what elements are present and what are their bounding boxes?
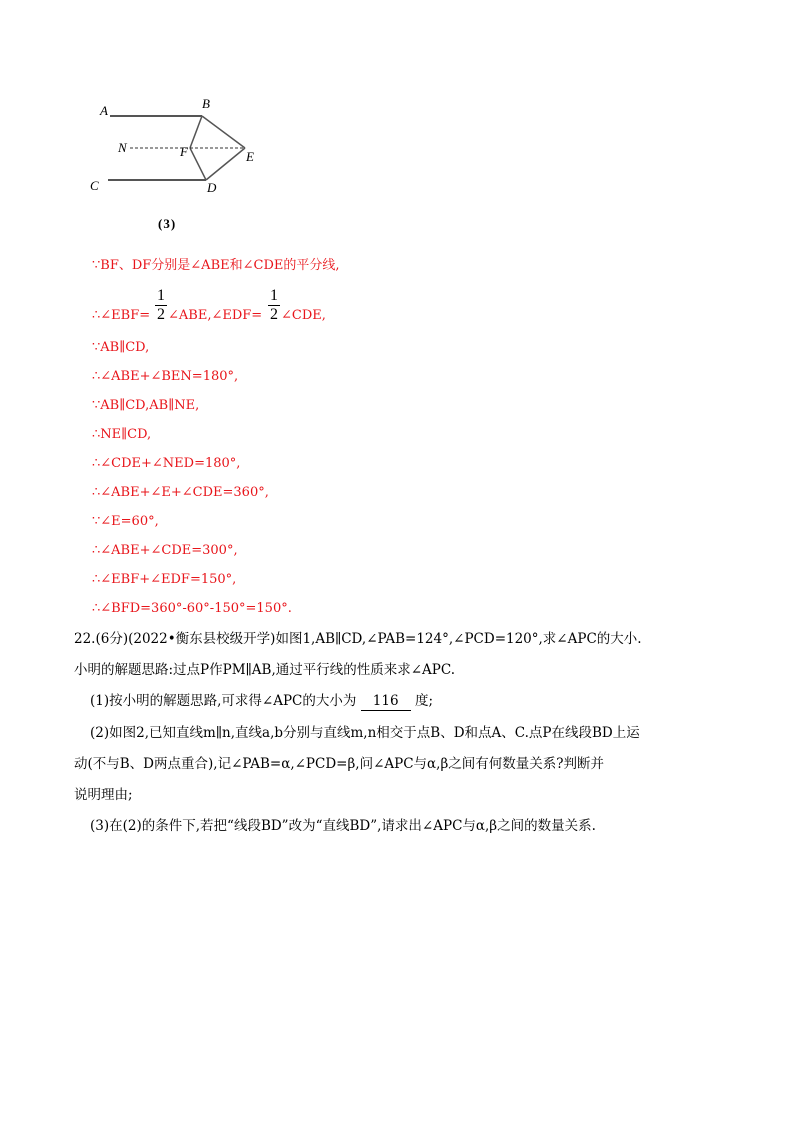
fraction-one-half-2 [268, 288, 280, 323]
figure-caption: (3) [158, 216, 177, 231]
fraction-one-half-1 [155, 288, 167, 323]
solution-line-11: ∴∠EBF+∠EDF=150°, [92, 572, 237, 587]
fraction-denominator: 2 [157, 306, 165, 323]
geometry-figure [90, 92, 270, 242]
solution-line-1: ∵BF、DF分别是∠ABE和∠CDE的平分线, [92, 258, 340, 273]
fraction-numerator: 1 [157, 287, 165, 304]
part-1-answer: 116 [361, 692, 411, 711]
solution-line-7: ∴∠CDE+∠NED=180°, [92, 456, 241, 471]
fraction-numerator: 1 [270, 287, 278, 304]
label-a: A [100, 103, 108, 118]
label-e: E [246, 149, 254, 164]
fraction-denominator: 2 [270, 306, 278, 323]
solution-line-2-b: ∠ABE,∠EDF= [168, 308, 263, 323]
line-be [202, 116, 245, 148]
question-part-3: (3)在(2)的条件下,若把“线段BD”改为“直线BD”,请求出∠APC与α,β之间的数量关系. [90, 818, 596, 834]
solution-line-12: ∴∠BFD=360°-60°-150°=150°. [92, 601, 292, 616]
question-part-2-line-2: 动(不与B、D两点重合),记∠PAB=α,∠PCD=β,问∠APC与α,β之间有何数量关系?判断并 [74, 756, 604, 772]
solution-line-6: ∴NE∥CD, [92, 427, 152, 442]
solution-line-2-c: ∠CDE, [281, 308, 326, 323]
label-c: C [90, 178, 99, 193]
line-bf [190, 116, 202, 148]
question-hint: 小明的解题思路:过点P作PM∥AB,通过平行线的性质来求∠APC. [74, 662, 456, 678]
part-1-prefix: (1)按小明的解题思路,可求得∠APC的大小为 [90, 693, 357, 709]
label-d: D [207, 180, 217, 195]
solution-line-4: ∴∠ABE+∠BEN=180°, [92, 369, 239, 384]
label-f: F [180, 144, 188, 159]
solution-line-2-a: ∴∠EBF= [92, 308, 151, 323]
label-b: B [202, 96, 210, 111]
question-part-2-line-3: 说明理由; [74, 787, 133, 803]
line-ed [206, 148, 245, 180]
label-n: N [118, 140, 127, 155]
question-part-1 [90, 692, 433, 711]
question-part-2-line-1: (2)如图2,已知直线m∥n,直线a,b分别与直线m,n相交于点B、D和点A、C.点P在线段BD上运 [90, 725, 640, 741]
part-1-suffix: 度; [414, 693, 434, 709]
solution-line-8: ∴∠ABE+∠E+∠CDE=360°, [92, 485, 269, 500]
solution-line-9: ∵∠E=60°, [92, 514, 159, 529]
solution-line-5: ∵AB∥CD,AB∥NE, [92, 398, 200, 413]
question-stem: 22.(6分)(2022•衡东县校级开学)如图1,AB∥CD,∠PAB=124°,∠PCD=120°,求∠APC的大小. [74, 631, 642, 647]
solution-line-3: ∵AB∥CD, [92, 340, 150, 355]
line-fd [190, 148, 206, 180]
solution-line-10: ∴∠ABE+∠CDE=300°, [92, 543, 238, 558]
